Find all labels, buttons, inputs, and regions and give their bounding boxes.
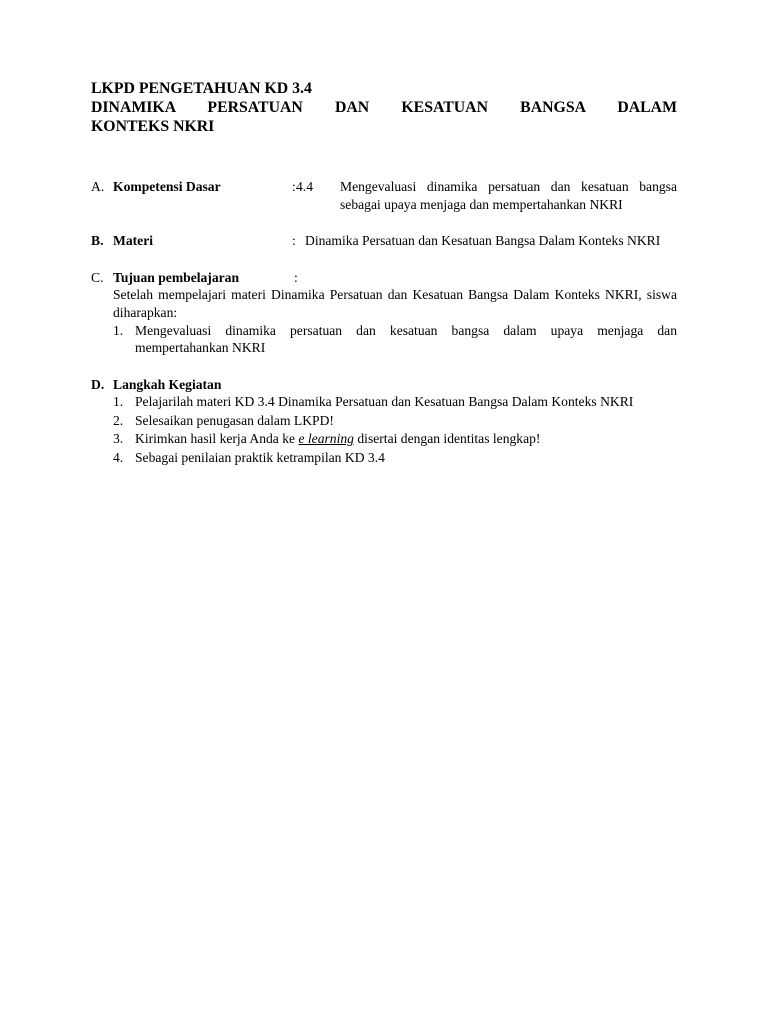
section-heading: Kompetensi Dasar <box>113 179 221 194</box>
kd-number: 4.4 <box>296 179 313 194</box>
title-line-3: KONTEKS NKRI <box>91 118 215 135</box>
document-content <box>91 79 677 467</box>
section-kompetensi-dasar <box>91 178 677 213</box>
section-heading: Materi <box>113 233 153 249</box>
section-materi <box>91 232 677 250</box>
section-tujuan-pembelajaran <box>91 269 677 357</box>
title-line-2: DINAMIKA PERSATUAN DAN KESATUAN BANGSA DALAM <box>91 99 677 116</box>
list-item-number: 1. <box>113 322 124 338</box>
section-colon: : <box>292 179 296 194</box>
list-item <box>91 393 677 411</box>
section-letter: C. <box>91 269 104 285</box>
list-item <box>91 449 677 467</box>
section-heading: Langkah Kegiatan <box>113 376 222 392</box>
document-title <box>91 79 677 136</box>
tujuan-list <box>91 322 677 357</box>
list-item-text-before: Kirimkan hasil kerja Anda ke <box>135 431 299 447</box>
list-item-number: 3. <box>113 431 124 447</box>
list-item-text: Sebagai penilaian praktik ketrampilan KD 3.4 <box>135 449 385 465</box>
section-langkah-kegiatan <box>91 376 677 466</box>
title-line-1: LKPD PENGETAHUAN KD 3.4 <box>91 80 312 97</box>
list-item-text: Mengevaluasi dinamika persatuan dan kesatuan bangsa dalam upaya menjaga dan mempertahankan NKRI <box>135 322 677 356</box>
tujuan-intro: Setelah mempelajari materi Dinamika Persatuan dan Kesatuan Bangsa Dalam Konteks NKRI, siswa diharapkan: <box>113 287 677 320</box>
list-item <box>91 430 677 448</box>
langkah-list <box>91 393 677 466</box>
materi-description: Dinamika Persatuan dan Kesatuan Bangsa Dalam Konteks NKRI <box>305 233 661 249</box>
list-item-number: 2. <box>113 412 124 428</box>
list-item-text: Pelajarilah materi KD 3.4 Dinamika Persatuan dan Kesatuan Bangsa Dalam Konteks NKRI <box>135 394 634 410</box>
section-letter: B. <box>91 233 104 249</box>
kd-description: Mengevaluasi dinamika persatuan dan kesatuan bangsa sebagai upaya menjaga dan mempertahankan NKRI <box>340 179 677 212</box>
list-item-number: 4. <box>113 449 124 465</box>
list-item <box>91 412 677 430</box>
list-item-text: Selesaikan penugasan dalam LKPD! <box>135 412 334 428</box>
section-letter: D. <box>91 376 105 392</box>
list-item-text-after: disertai dengan identitas lengkap! <box>353 431 541 447</box>
section-colon: : <box>294 269 298 285</box>
e-learning-link[interactable]: e learning <box>298 431 354 447</box>
section-letter: A. <box>91 179 105 194</box>
section-heading: Tujuan pembelajaran <box>113 269 240 285</box>
section-colon: : <box>292 233 296 249</box>
list-item-number: 1. <box>113 394 124 410</box>
list-item <box>91 322 677 357</box>
